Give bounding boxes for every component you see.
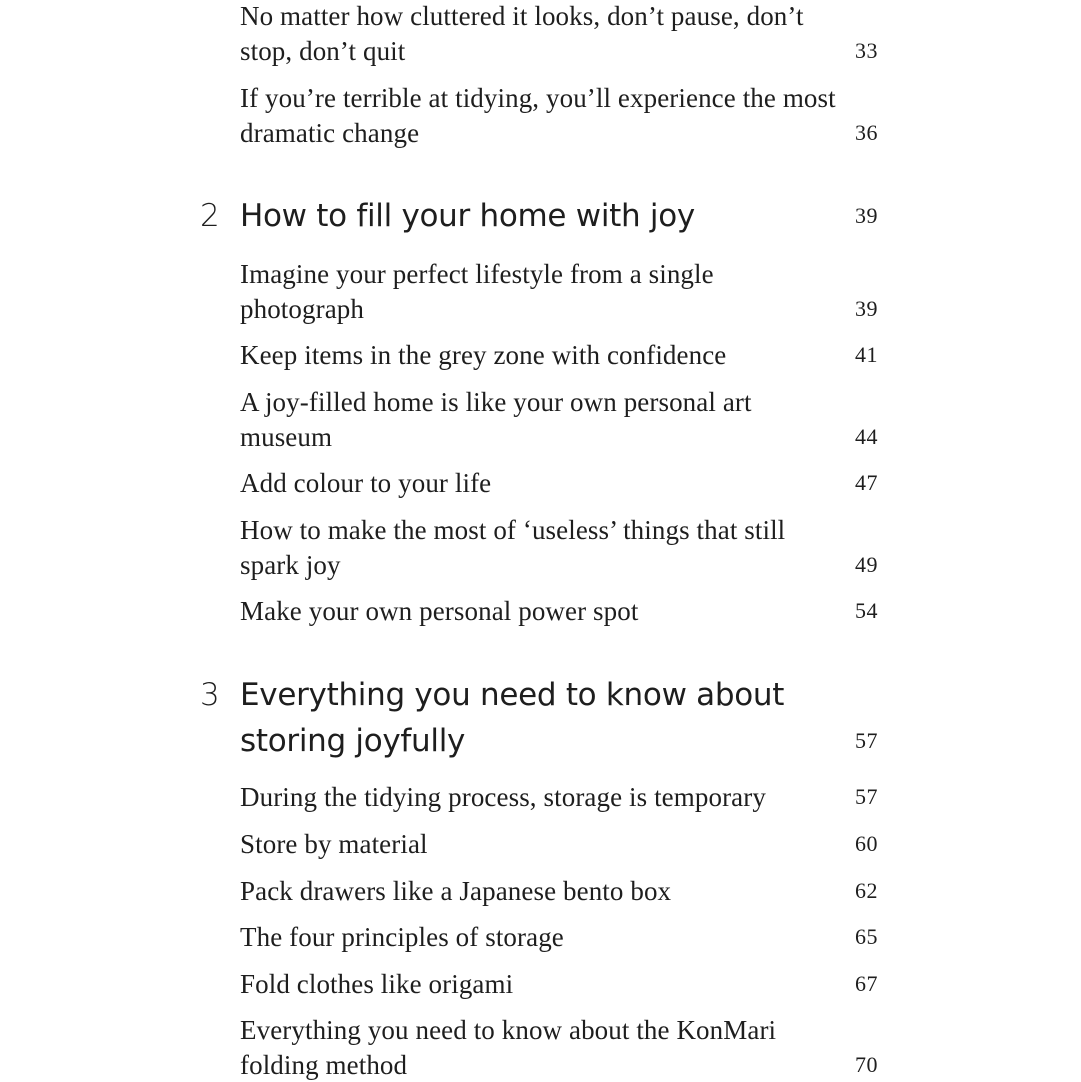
toc-entry-page: 47 (855, 466, 878, 501)
toc-entry-page: 41 (855, 338, 878, 373)
chapter-page: 39 (855, 193, 878, 239)
toc-entry-page: 33 (855, 34, 878, 69)
toc-entry-page: 62 (855, 874, 878, 909)
toc-entry (240, 81, 880, 150)
toc-entry (240, 827, 880, 862)
toc-entry (240, 0, 880, 68)
toc-entry (240, 594, 880, 629)
toc-entry (240, 385, 880, 454)
chapter-title: Everything you need to know about storing joyfully (240, 672, 800, 764)
toc-entry-title: No matter how cluttered it looks, don’t pause, don’t stop, don’t quit (240, 0, 840, 68)
chapter-heading (200, 672, 880, 764)
toc-entry (240, 338, 880, 373)
toc-entry-title: Imagine your perfect lifestyle from a single photograph (240, 257, 840, 326)
toc-entry-page: 49 (855, 548, 878, 583)
toc-entry (240, 920, 880, 955)
toc-entry-title: Make your own personal power spot (240, 594, 840, 629)
toc-entry-title: The four principles of storage (240, 920, 840, 955)
toc-entry (240, 874, 880, 909)
chapter-page: 57 (855, 718, 878, 764)
chapter-number: 2 (200, 193, 220, 239)
toc-entry-page: 44 (855, 420, 878, 455)
toc-entry-page: 60 (855, 827, 878, 862)
toc-entry (240, 967, 880, 1002)
toc-entry-page: 70 (855, 1048, 878, 1082)
toc-entry-title: Store by material (240, 827, 840, 862)
toc-entry-page: 54 (855, 594, 878, 629)
toc-entry-page: 39 (855, 292, 878, 327)
toc-entry-page: 67 (855, 967, 878, 1002)
toc-entry-title: During the tidying process, storage is temporary (240, 780, 840, 815)
toc-entry-title: Fold clothes like origami (240, 967, 840, 1002)
toc-entry-title: If you’re terrible at tidying, you’ll experience the most dramatic change (240, 81, 840, 150)
chapter-title: How to fill your home with joy (240, 193, 800, 239)
toc-entry-page: 57 (855, 780, 878, 815)
toc-entry-title: Add colour to your life (240, 466, 840, 501)
toc-entry-title: A joy-filled home is like your own personal art museum (240, 385, 840, 454)
toc-entry-page: 65 (855, 920, 878, 955)
chapter-number: 3 (200, 672, 220, 718)
toc-entry-title: Pack drawers like a Japanese bento box (240, 874, 840, 909)
toc-entry (240, 780, 880, 815)
toc-entry-title: Keep items in the grey zone with confidence (240, 338, 840, 373)
toc-entry (240, 257, 880, 326)
toc-entry (240, 513, 880, 582)
toc-entry-title: How to make the most of ‘useless’ things that still spark joy (240, 513, 840, 582)
toc-entry-page: 36 (855, 116, 878, 151)
toc-entry-title: Everything you need to know about the KonMari folding method (240, 1013, 840, 1082)
toc-entry (240, 466, 880, 501)
toc-entry (240, 1013, 880, 1082)
chapter-heading (200, 193, 880, 239)
